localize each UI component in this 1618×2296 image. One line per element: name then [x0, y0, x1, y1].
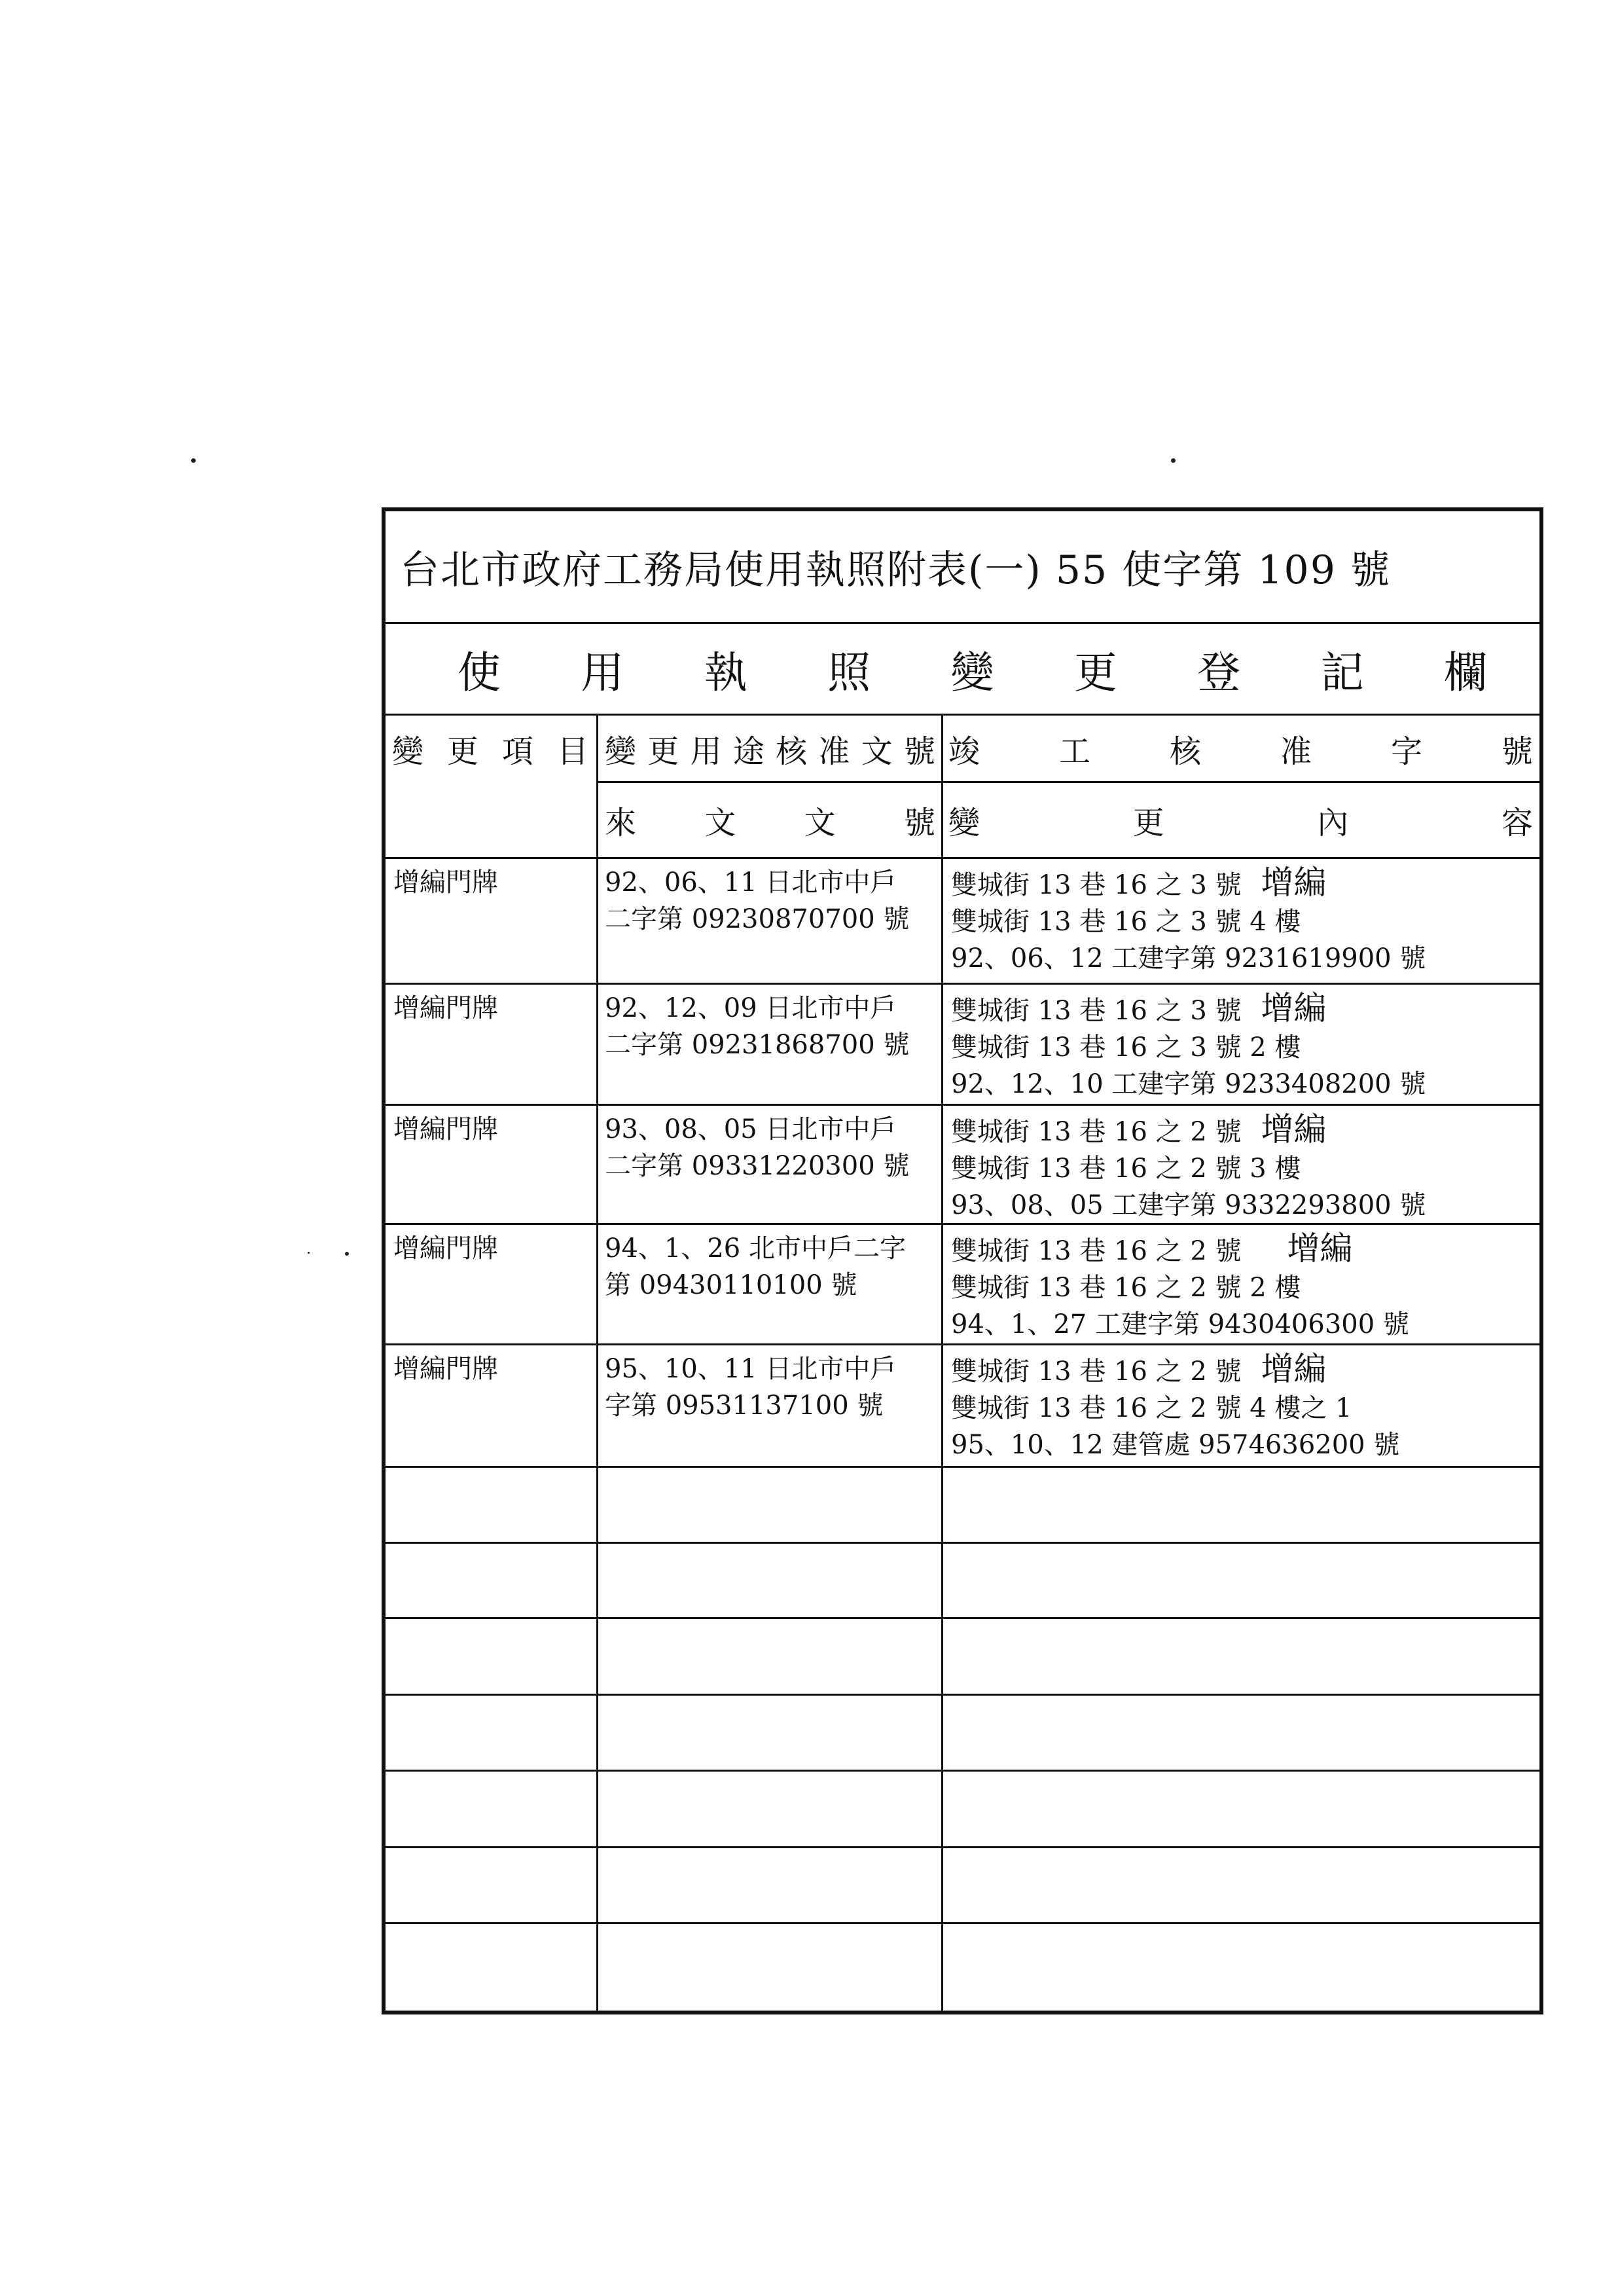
section-char: 照: [827, 647, 871, 698]
row-divider: [386, 1694, 1539, 1696]
header-char: 內: [1317, 805, 1349, 841]
section-char: 用: [581, 647, 624, 698]
header-char: 容: [1501, 805, 1533, 841]
row-divider: [386, 1922, 1539, 1924]
usage-permit-change-form: [382, 507, 1543, 2014]
header-char: 號: [1501, 733, 1533, 770]
record-content: [943, 1106, 1545, 1224]
header-char: 變: [392, 733, 424, 770]
doc-line: 字第 09531137100 號: [605, 1391, 884, 1421]
scan-speck: [1171, 458, 1176, 463]
header-char: 來: [605, 805, 637, 841]
header-char: 號: [903, 805, 935, 841]
record-content: [943, 1345, 1545, 1463]
header-char: 文: [804, 805, 836, 841]
record-item: 增編門牌: [393, 1114, 498, 1144]
doc-line: 二字第 09331220300 號: [605, 1151, 910, 1181]
header-char: 准: [1280, 733, 1312, 770]
row-divider: [386, 1617, 1539, 1619]
keyword-stamp: 增編: [1261, 1110, 1327, 1148]
doc-line: 95、10、11 日北市中戶: [605, 1354, 897, 1384]
section-char: 欄: [1444, 647, 1487, 698]
record-item: 增編門牌: [393, 867, 498, 898]
keyword-stamp: 增編: [1261, 864, 1327, 902]
content-line: [951, 1230, 1545, 1269]
content-line: 雙城街 13 巷 16 之 2 號 2 樓: [951, 1273, 1301, 1303]
header-incoming-doc-number: [605, 783, 935, 857]
keyword-stamp: 增編: [1261, 1350, 1327, 1388]
record-item: 增編門牌: [393, 1354, 498, 1384]
content-line: [951, 1111, 1545, 1150]
header-char: 文: [861, 733, 893, 770]
content-line: [951, 1351, 1545, 1390]
header-char: 號: [903, 733, 935, 770]
section-heading: [386, 624, 1539, 716]
record-content: [943, 1225, 1545, 1343]
header-completion-approval-number: [948, 716, 1533, 781]
header-char: 用: [690, 733, 722, 770]
header-char: 目: [556, 733, 588, 770]
content-line: 92、12、10 工建字第 9233408200 號: [951, 1069, 1426, 1099]
header-char: 更: [446, 733, 478, 770]
content-first: 雙城街 13 巷 16 之 2 號: [951, 1357, 1242, 1387]
content-line: 雙城街 13 巷 16 之 2 號 3 樓: [951, 1154, 1301, 1184]
doc-line: 92、12、09 日北市中戶: [605, 993, 897, 1023]
doc-line: 二字第 09231868700 號: [605, 1030, 910, 1060]
header-char: 途: [732, 733, 764, 770]
keyword-stamp: 增編: [1287, 1230, 1353, 1267]
scan-speck: [345, 1252, 349, 1256]
section-char: 使: [458, 647, 501, 698]
scan-speck: [191, 458, 196, 463]
content-line: 95、10、12 建管處 9574636200 號: [951, 1430, 1400, 1460]
record-item: 增編門牌: [393, 993, 498, 1023]
header-char: 變: [605, 733, 637, 770]
section-char: 變: [950, 647, 994, 698]
header-char: 項: [501, 733, 533, 770]
header-char: 工: [1058, 733, 1090, 770]
content-first: 雙城街 13 巷 16 之 2 號: [951, 1117, 1242, 1147]
content-line: 94、1、27 工建字第 9430406300 號: [951, 1309, 1409, 1339]
record-doc-number: [598, 985, 941, 1063]
header-char: 更: [1132, 805, 1164, 841]
record-doc-number: [598, 1345, 941, 1424]
section-char: 執: [704, 647, 747, 698]
record-item: 增編門牌: [393, 1233, 498, 1264]
scan-speck: [308, 1252, 310, 1254]
header-char: 變: [948, 805, 980, 841]
content-first: 雙城街 13 巷 16 之 3 號: [951, 870, 1242, 900]
doc-line: 94、1、26 北市中戶二字: [605, 1233, 906, 1264]
header-change-item: [392, 716, 588, 781]
header-char: 核: [1169, 733, 1201, 770]
content-line: 雙城街 13 巷 16 之 3 號 4 樓: [951, 907, 1301, 937]
header-char: 更: [647, 733, 679, 770]
section-char: 登: [1197, 647, 1241, 698]
record-content: [943, 859, 1545, 977]
doc-line: 二字第 09230870700 號: [605, 904, 910, 934]
content-first: 雙城街 13 巷 16 之 2 號: [951, 1236, 1242, 1266]
content-first: 雙城街 13 巷 16 之 3 號: [951, 996, 1242, 1026]
row-divider: [386, 1542, 1539, 1544]
header-char: 核: [776, 733, 808, 770]
row-divider: [386, 1770, 1539, 1772]
content-line: 雙城街 13 巷 16 之 3 號 2 樓: [951, 1032, 1301, 1063]
content-line: 雙城街 13 巷 16 之 2 號 4 樓之 1: [951, 1393, 1352, 1423]
change-register-table: [386, 716, 1539, 2014]
record-content: [943, 985, 1545, 1102]
doc-line: 第 09430110100 號: [605, 1270, 857, 1300]
row-divider: [386, 1466, 1539, 1468]
header-char: 准: [818, 733, 850, 770]
row-divider: [386, 1846, 1539, 1848]
record-doc-number: [598, 1225, 941, 1303]
record-doc-number: [598, 1106, 941, 1184]
section-char: 更: [1073, 647, 1117, 698]
content-line: 92、06、12 工建字第 9231619900 號: [951, 943, 1426, 974]
record-doc-number: [598, 859, 941, 938]
header-char: 字: [1390, 733, 1422, 770]
form-title: 台北市政府工務局使用執照附表(一) 55 使字第 109 號: [386, 511, 1539, 624]
doc-line: 92、06、11 日北市中戶: [605, 867, 897, 898]
content-line: [951, 990, 1545, 1029]
header-char: 竣: [948, 733, 980, 770]
header-char: 文: [704, 805, 736, 841]
section-char: 記: [1320, 647, 1364, 698]
header-approval-doc-number: [605, 716, 935, 781]
content-line: [951, 864, 1545, 903]
keyword-stamp: 增編: [1261, 989, 1327, 1027]
doc-line: 93、08、05 日北市中戶: [605, 1114, 897, 1144]
header-change-content: [948, 783, 1533, 857]
content-line: 93、08、05 工建字第 9332293800 號: [951, 1190, 1426, 1220]
